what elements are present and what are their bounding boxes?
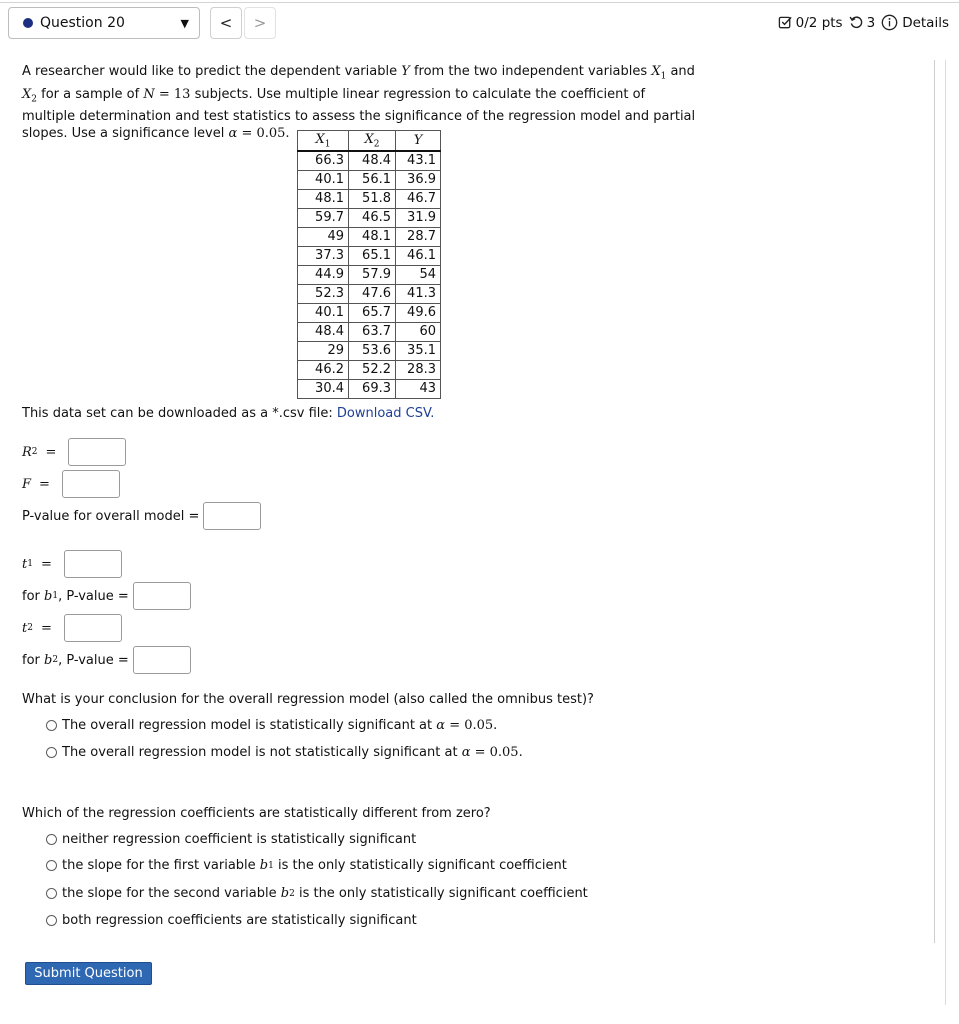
question-text: A researcher would like to predict the dependent variable Y from the two independent variables $X_1$ and $X_2$ for a sample of N = 13 subjects. Use multiple linear regression to calculate the coefficient of multiple determination and test statistics to assess the significance of the regression model and partial slopes. Use a significance level α = 0.05. [22,64,696,142]
table-cell: 66.3 [298,151,349,171]
table-cell: 48.1 [298,190,349,209]
table-cell: 43 [396,380,441,399]
table-cell: 44.9 [298,266,349,285]
coef-option-both[interactable]: both regression coefficients are statistically significant [46,913,417,928]
checkbox-icon [778,15,793,30]
t1-input[interactable] [64,550,122,578]
table-row [298,190,441,209]
data-table [297,130,441,399]
table-cell: 56.1 [349,171,396,190]
radio-icon[interactable] [46,860,57,871]
table-row [298,323,441,342]
overall-model-prompt: What is your conclusion for the overall regression model (also called the omnibus test)? [22,692,594,707]
table-cell: 65.1 [349,247,396,266]
table-row [298,361,441,380]
table-cell: 60 [396,323,441,342]
b2-p-value-field: for b 2 , P-value = [22,646,191,674]
table-cell: 28.7 [396,228,441,247]
table-header-row [298,131,441,152]
attempts-count: 3 [866,14,876,31]
table-cell: 40.1 [298,304,349,323]
p-value-overall-input[interactable] [203,502,261,530]
column-header-x1: $X_1$ [298,131,349,152]
table-cell: 46.1 [396,247,441,266]
t1-field: t 1 = [22,550,122,578]
f-input[interactable] [62,470,120,498]
r2-input[interactable] [68,438,126,466]
table-row [298,266,441,285]
table-cell: 37.3 [298,247,349,266]
radio-icon[interactable] [46,747,57,758]
coef-option-second-only[interactable]: the slope for the second variable b 2 is the only statistically significant coefficient [46,886,588,901]
info-icon [881,14,898,31]
csv-text: This data set can be downloaded as a *.csv file: [22,406,333,421]
table-cell: 49.6 [396,304,441,323]
table-cell: 46.5 [349,209,396,228]
scroll-track [945,60,946,1005]
b1-p-value-input[interactable] [133,582,191,610]
table-row [298,247,441,266]
coef-option-first-only[interactable]: the slope for the first variable b 1 is the only statistically significant coefficient [46,858,567,873]
column-header-y: Y [396,131,441,152]
p-value-overall-field: P-value for overall model = [22,502,261,530]
content-border [934,60,935,943]
table-row [298,380,441,399]
table-cell: 30.4 [298,380,349,399]
table-cell: 52.2 [349,361,396,380]
details-label: Details [902,14,949,31]
submit-question-button[interactable]: Submit Question [25,962,152,985]
overall-option-significant[interactable]: The overall regression model is statistically significant at α = 0.05. [46,718,497,733]
chevron-left-icon: < [219,14,233,32]
status-dot-icon [23,18,33,28]
chevron-right-icon: > [253,14,267,32]
table-cell: 51.8 [349,190,396,209]
r2-field: R 2 = [22,438,126,466]
b1-p-value-field: for b 1 , P-value = [22,582,191,610]
next-question-button[interactable] [244,7,276,39]
table-cell: 35.1 [396,342,441,361]
table-row [298,304,441,323]
table-row [298,171,441,190]
table-cell: 53.6 [349,342,396,361]
table-cell: 29 [298,342,349,361]
f-field: F = [22,470,120,498]
table-row [298,151,441,171]
table-cell: 40.1 [298,171,349,190]
table-cell: 28.3 [396,361,441,380]
b2-p-value-input[interactable] [133,646,191,674]
table-cell: 46.7 [396,190,441,209]
table-cell: 57.9 [349,266,396,285]
table-cell: 59.7 [298,209,349,228]
table-cell: 54 [396,266,441,285]
table-cell: 47.6 [349,285,396,304]
table-cell: 46.2 [298,361,349,380]
overall-option-not-significant[interactable]: The overall regression model is not statistically significant at α = 0.05. [46,745,523,760]
column-header-x2: $X_2$ [349,131,396,152]
coefficient-prompt: Which of the regression coefficients are statistically different from zero? [22,806,491,821]
radio-icon[interactable] [46,720,57,731]
question-meta [778,14,949,31]
question-selector[interactable] [8,7,200,39]
caret-down-icon: ▼ [180,16,189,30]
table-cell: 48.4 [349,151,396,171]
table-row [298,228,441,247]
retry-icon [849,15,864,30]
table-cell: 65.7 [349,304,396,323]
table-row [298,342,441,361]
table-row [298,209,441,228]
table-cell: 43.1 [396,151,441,171]
table-cell: 49 [298,228,349,247]
details-toggle[interactable] [881,14,949,31]
radio-icon[interactable] [46,888,57,899]
table-cell: 63.7 [349,323,396,342]
table-cell: 41.3 [396,285,441,304]
previous-question-button[interactable] [210,7,242,39]
points-text: 0/2 pts [795,14,843,31]
coef-option-neither[interactable]: neither regression coefficient is statistically significant [46,832,416,847]
download-csv-link[interactable]: Download CSV. [336,406,435,421]
table-cell: 31.9 [396,209,441,228]
table-cell: 48.4 [298,323,349,342]
table-cell: 48.1 [349,228,396,247]
question-label: Question 20 [40,15,125,31]
t2-input[interactable] [64,614,122,642]
table-cell: 69.3 [349,380,396,399]
radio-icon[interactable] [46,834,57,845]
top-divider [0,2,959,3]
t2-field: t 2 = [22,614,122,642]
table-row [298,285,441,304]
radio-icon[interactable] [46,915,57,926]
table-cell: 52.3 [298,285,349,304]
table-cell: 36.9 [396,171,441,190]
csv-download-line [22,406,434,421]
